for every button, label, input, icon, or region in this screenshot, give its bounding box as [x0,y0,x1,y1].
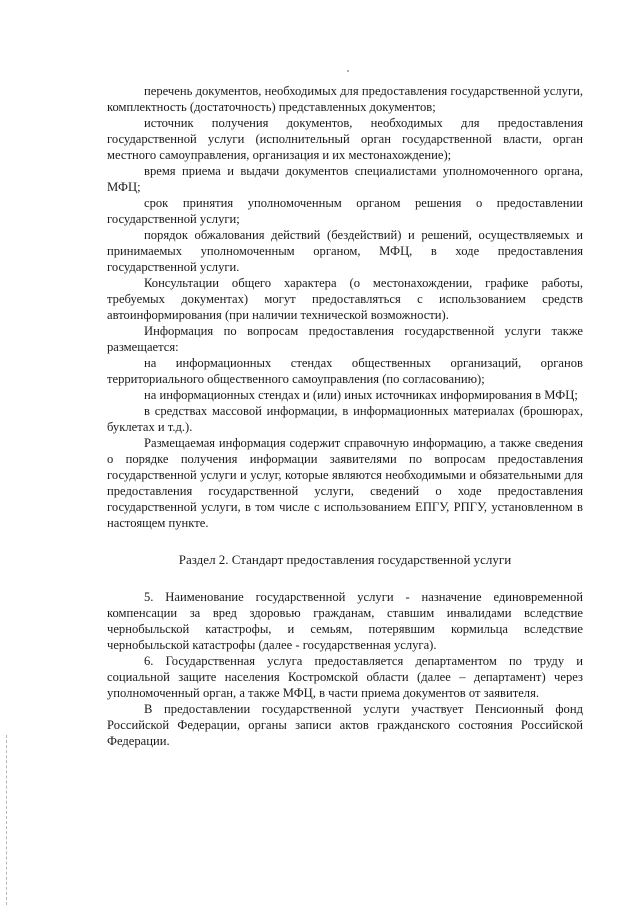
paragraph-info-content: Размещаемая информация содержит справочную информацию, а также сведения о порядке получения информации заявителями по вопросам предоставления государственной услуги и услуг, которые являются необходимыми и обязательными для предоставления государственной услуги, сведений о ходе предоставления государственной услуги, в том числе с использованием ЕПГУ, РПГУ, установленном в настоящем пункте. [107,436,583,530]
document-page [107,83,583,749]
paragraph-service-name: 5. Наименование государственной услуги - назначение единовременной компенсации за вред здоровью гражданам, ставшим инвалидами вследствие чернобыльской катастрофы, и семьям, потерявшим кормильца вследствие чернобыльской катастрофы (далее - государственная услуга). [107,590,583,652]
list-item-stands-organizations: на информационных стендах общественных организаций, органов территориального общественного самоуправления (по согласованию); [107,356,583,386]
paragraph-consultations: Консультации общего характера (о местонахождении, графике работы, требуемых документах) могут предоставляться с использованием средств автоинформирования (при наличии технической возможности). [107,276,583,322]
paragraph-service-provider: 6. Государственная услуга предоставляется департаментом по труду и социальной защите населения Костромской области (далее – департамент) через уполномоченный орган, а также МФЦ, в части приема документов от заявителя. [107,654,583,700]
list-item-documents: перечень документов, необходимых для предоставления государственной услуги, комплектность (достаточность) представленных документов; [107,84,583,114]
list-item-source: источник получения документов, необходимых для предоставления государственной услуги (исполнительный орган государственной власти, орган местного самоуправления, организация и их местонахождение); [107,116,583,162]
scan-edge-line [6,735,7,905]
section-heading: Раздел 2. Стандарт предоставления государственной услуги [178,552,512,567]
list-item-media: в средствах массовой информации, в информационных материалах (брошюрах, буклетах и т.д.). [107,404,583,434]
list-item-stands-mfc: на информационных стендах и (или) иных источниках информирования в МФЦ; [144,388,578,402]
list-item-appeal-procedure: порядок обжалования действий (бездействий) и решений, осуществляемых и принимаемых уполномоченным органом, МФЦ, в ходе предоставления государственной услуги. [107,228,583,274]
paragraph-participants: В предоставлении государственной услуги участвует Пенсионный фонд Российской Федерации, органы записи актов гражданского состояния Российской Федерации. [107,702,583,748]
paragraph-info-placement: Информация по вопросам предоставления государственной услуги также размещается: [107,324,583,354]
scan-speck [347,70,349,72]
list-item-reception-time: время приема и выдачи документов специалистами уполномоченного органа, МФЦ; [107,164,583,194]
list-item-decision-term: срок принятия уполномоченным органом решения о предоставлении государственной услуги; [107,196,583,226]
